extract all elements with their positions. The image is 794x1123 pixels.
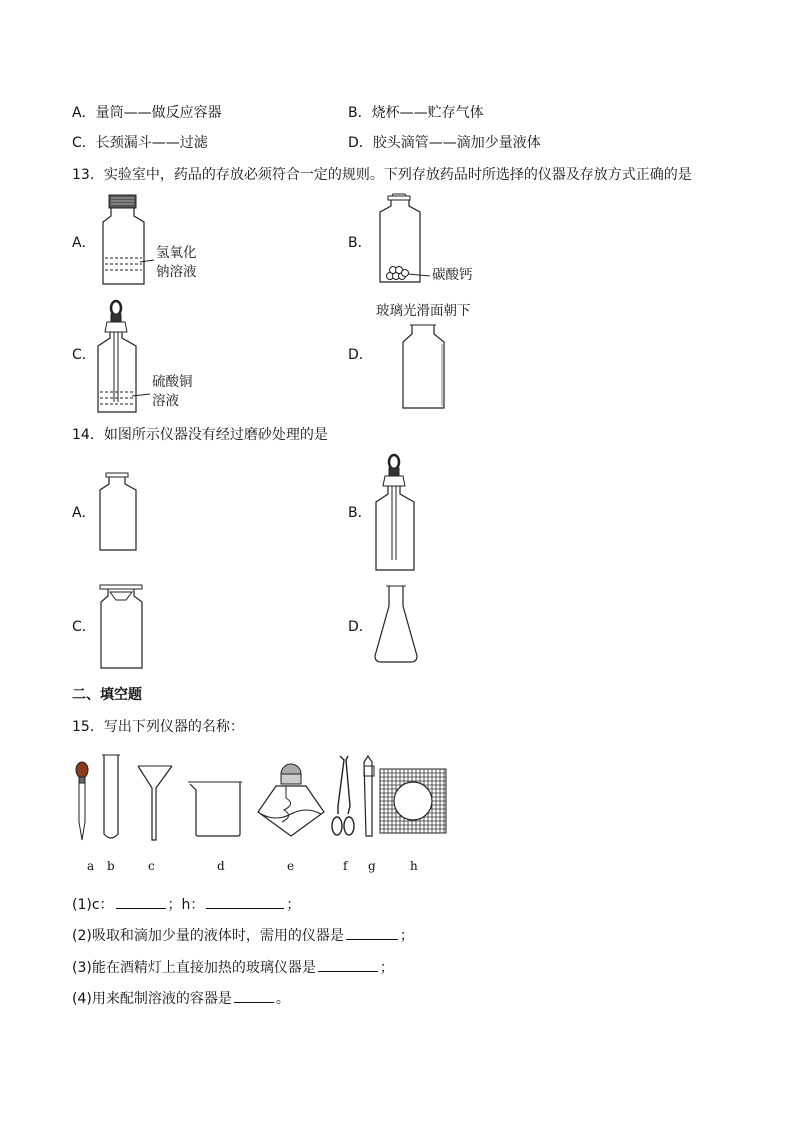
q13-c-label-2: 溶液 bbox=[152, 393, 179, 409]
q13-c-label-1: 硫酸铜 bbox=[152, 374, 193, 390]
beaker-icon bbox=[188, 782, 242, 836]
q15-part-1-text-b: ；h： bbox=[167, 897, 205, 913]
q12-option-b: B．烧杯——贮存气体 bbox=[348, 105, 484, 121]
instrument-letter-b: b bbox=[107, 859, 115, 873]
instrument-letter-h: h bbox=[410, 859, 418, 873]
q15-part-2-text-b: ； bbox=[399, 928, 414, 944]
q13-stem: 13．实验室中，药品的存放必须符合一定的规则。下列存放药品时所选择的仪器及存放方式正确的是 bbox=[72, 167, 692, 183]
q12-option-c: C．长颈漏斗——过滤 bbox=[72, 135, 208, 151]
q13-option-b-letter: B． bbox=[348, 235, 372, 251]
q15-part-1 bbox=[72, 894, 300, 914]
q15-part-1-text-a: (1)c： bbox=[72, 897, 114, 913]
q13-d-label: 玻璃光滑面朝下 bbox=[376, 303, 471, 319]
q13-option-c-letter: C． bbox=[72, 347, 96, 363]
q15-part-3-text-a: (3)能在酒精灯上直接加热的玻璃仪器是 bbox=[72, 960, 316, 976]
q15-part-4-text-b: 。 bbox=[275, 991, 290, 1007]
instrument-letter-e: e bbox=[287, 859, 295, 873]
q15-stem: 15．写出下列仪器的名称： bbox=[72, 719, 244, 735]
reagent-bottle-ground-glass-icon bbox=[372, 192, 434, 288]
instrument-letter-g: g bbox=[368, 859, 376, 873]
q14-option-c-letter: C． bbox=[72, 619, 96, 635]
answer-blank-c[interactable] bbox=[116, 894, 166, 909]
test-tube-icon bbox=[102, 755, 120, 838]
q15-part-4-text-a: (4)用来配制溶液的容器是 bbox=[72, 991, 232, 1007]
instrument-letter-f: f bbox=[343, 859, 348, 873]
reagent-bottle-rubber-stopper-icon bbox=[98, 192, 156, 288]
q15-part-1-text-c: ； bbox=[286, 897, 301, 913]
section-title: 二、填空题 bbox=[72, 687, 142, 703]
narrow-mouth-bottle-icon bbox=[96, 470, 142, 554]
dropper-bottle-icon bbox=[370, 452, 422, 574]
q12-option-a: A．量筒——做反应容器 bbox=[72, 105, 222, 121]
crucible-tongs-icon bbox=[332, 756, 354, 835]
q15-part-2-text-a: (2)吸取和滴加少量的液体时，需用的仪器是 bbox=[72, 928, 344, 944]
answer-blank-4[interactable] bbox=[234, 988, 274, 1003]
funnel-icon bbox=[138, 766, 172, 840]
conical-flask-icon bbox=[370, 582, 422, 666]
dropper-icon bbox=[76, 762, 88, 840]
q15-part-2 bbox=[72, 925, 414, 945]
q13-option-d-letter: D． bbox=[348, 347, 373, 363]
instrument-letter-a: a bbox=[87, 859, 95, 873]
q13-a-label-1: 氢氧化 bbox=[156, 245, 197, 261]
gas-collecting-bottle-icon bbox=[398, 322, 452, 412]
q12-option-d: D．胶头滴管——滴加少量液体 bbox=[348, 135, 541, 151]
q13-b-label: 碳酸钙 bbox=[432, 267, 473, 283]
asbestos-gauze-icon bbox=[380, 769, 446, 833]
q15-part-3 bbox=[72, 957, 394, 977]
instruments-row-figure bbox=[66, 752, 456, 844]
instrument-letter-d: d bbox=[217, 859, 225, 873]
q14-option-b-letter: B． bbox=[348, 505, 372, 521]
dropper-bottle-icon bbox=[94, 298, 154, 416]
q15-part-3-text-b: ； bbox=[379, 960, 394, 976]
q13-a-label-2: 钠溶液 bbox=[156, 264, 197, 280]
answer-blank-h[interactable] bbox=[206, 894, 284, 909]
test-tube-holder-icon bbox=[364, 756, 374, 836]
answer-blank-3[interactable] bbox=[318, 957, 378, 972]
q15-part-4 bbox=[72, 988, 290, 1008]
alcohol-lamp-icon bbox=[258, 764, 324, 836]
q14-option-d-letter: D． bbox=[348, 619, 373, 635]
q14-option-a-letter: A． bbox=[72, 505, 96, 521]
q14-stem: 14．如图所示仪器没有经过磨砂处理的是 bbox=[72, 427, 328, 443]
instrument-letter-c: c bbox=[148, 859, 155, 873]
q13-option-a-letter: A． bbox=[72, 235, 96, 251]
gas-collecting-bottle-with-plate-icon bbox=[96, 582, 148, 672]
answer-blank-2[interactable] bbox=[346, 925, 398, 940]
